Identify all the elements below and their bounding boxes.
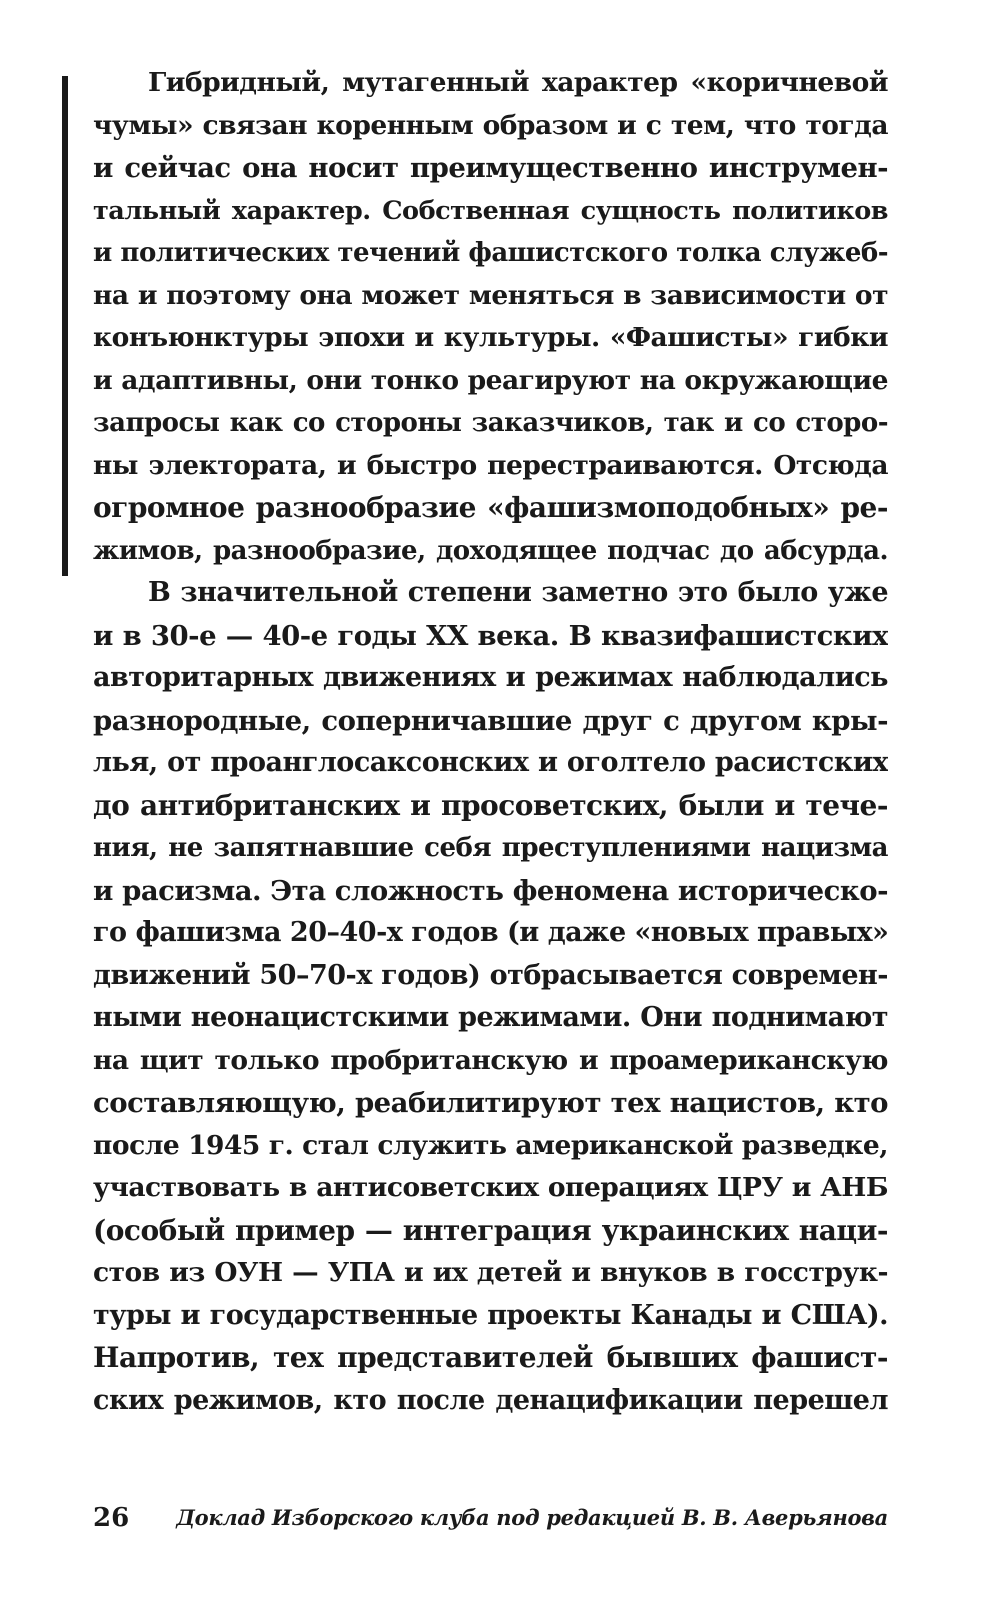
text-line: жимов, разнообразие, доходящее подчас до абсурда. [93,535,888,566]
text-line: движений 50–70-х годов) отбрасывается современ- [93,959,888,991]
text-line: после 1945 г. стал служить американской разведке, [93,1129,888,1161]
text-line: стов из ОУН — УПА и их детей и внуков в госструк- [93,1257,888,1288]
page-footer [93,1503,888,1543]
text-line: и сейчас она носит преимущественно инструмен- [93,152,888,184]
text-line: участвовать в антисоветских операциях ЦРУ и АНБ [93,1172,888,1203]
page-number: 26 [93,1503,130,1533]
text-line: до антибританских и просоветских, были и тече- [93,788,888,822]
text-line: конъюнктуры эпохи и культуры. «Фашисты» гибки [93,322,888,353]
running-footer-title: Доклад Изборского клуба под редакцией В. В. Аверьянова [176,1505,888,1530]
text-line: запросы как со стороны заказчиков, так и со сторо- [93,408,888,438]
text-line: го фашизма 20–40-х годов (и даже «новых правых» [93,917,888,948]
text-line: тальный характер. Собственная сущность политиков [93,195,888,226]
text-line: туры и государственные проекты Канады и США). [93,1299,888,1331]
body-text [93,62,888,1422]
text-line: разнородные, соперничавшие друг с другом кры- [93,704,888,737]
text-line: Гибридный, мутагенный характер «коричневой [148,67,888,98]
text-line: и адаптивны, они тонко реагируют на окружающие [93,364,888,396]
text-line: составляющую, реабилитируют тех нацистов, кто [93,1087,888,1119]
text-line: ными неонацистскими режимами. Они поднимают [93,1002,888,1033]
text-line: ны электората, и быстро перестраиваются. Отсюда [93,449,888,481]
text-line: авторитарных движениях и режимах наблюдались [93,662,888,693]
text-line: В значительной степени заметно это было уже [148,577,888,608]
paragraph [93,572,888,1422]
text-line: чумы» связан коренным образом и с тем, что тогда [93,109,888,141]
text-line: и расизма. Эта сложность феномена историческо- [93,874,888,907]
text-line: (особый пример — интеграция украинских наци- [93,1213,888,1247]
text-line: на и поэтому она может меняться в зависимости от [93,279,888,311]
text-line: ния, не запятнавшие себя преступлениями нацизма [93,833,888,863]
text-line: огромное разнообразие «фашизмоподобных» ре- [93,491,888,524]
paragraph [93,62,888,572]
text-line: лья, от проанглосаксонских и оголтело расистских [93,747,888,778]
text-line: Напротив, тех представителей бывших фашист- [93,1341,888,1374]
margin-marker-bar [62,76,68,576]
text-line: на щит только пробританскую и проамериканскую [93,1044,888,1076]
text-line: и политических течений фашистского толка служеб- [93,238,888,268]
text-line: ских режимов, кто после денацификации перешел [93,1384,888,1416]
text-line: и в 30-е — 40-е годы XX века. В квазифашистских [93,619,888,652]
